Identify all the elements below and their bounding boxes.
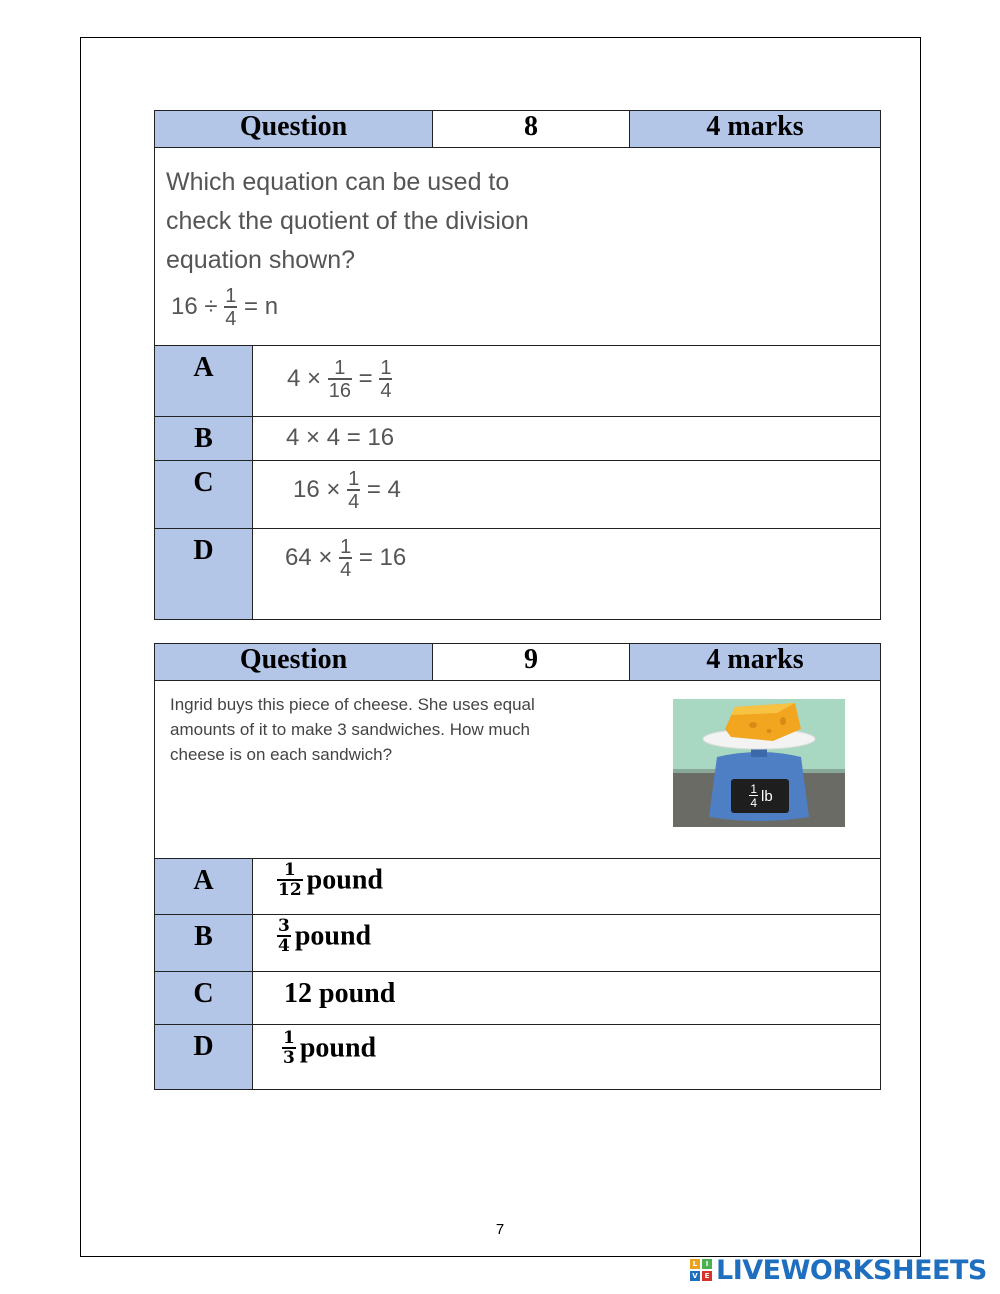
- fraction-denominator: 3: [283, 1048, 295, 1068]
- question-label: Question: [155, 644, 433, 681]
- brand-text: LIVEWORKSHEETS: [716, 1254, 987, 1286]
- fraction-denominator: 16: [328, 380, 351, 402]
- option-letter: D: [155, 1025, 253, 1090]
- option-fraction: [277, 918, 291, 955]
- option-d[interactable]: [253, 529, 881, 620]
- option-fraction: [328, 358, 352, 401]
- fraction-numerator: 1: [225, 285, 237, 307]
- fraction-denominator: 4: [340, 559, 352, 581]
- option-letter: B: [155, 417, 253, 461]
- fraction-numerator: 1: [283, 1028, 295, 1048]
- fraction-denominator: 4: [278, 936, 290, 956]
- fraction-denominator: 4: [750, 796, 757, 810]
- option-letter: A: [155, 346, 253, 417]
- fraction-numerator: 1: [380, 357, 392, 379]
- option-letter: C: [155, 972, 253, 1025]
- option-b[interactable]: [253, 417, 881, 461]
- equation-lhs: 16 ÷: [171, 292, 218, 320]
- page-number: 7: [495, 1221, 505, 1238]
- logo-letter: L: [690, 1259, 700, 1269]
- question-8-table: [154, 110, 881, 620]
- option-letter: D: [155, 529, 253, 620]
- option-unit: pound: [306, 864, 383, 896]
- logo-letter: E: [702, 1271, 712, 1281]
- option-text: 4 × 4 = 16: [286, 424, 395, 451]
- fraction-numerator: 1: [340, 536, 352, 558]
- option-letter: B: [155, 915, 253, 972]
- option-text: 16 ×: [293, 475, 341, 503]
- option-fraction: [379, 358, 392, 401]
- question-marks: 4 marks: [630, 111, 881, 148]
- logo-icon: [690, 1259, 712, 1281]
- option-text: 12 pound: [284, 978, 396, 1009]
- prompt-line: Which equation can be used to: [166, 168, 510, 196]
- fraction-numerator: 1: [334, 357, 346, 379]
- option-c[interactable]: [253, 461, 881, 529]
- question-marks: 4 marks: [630, 644, 881, 681]
- option-a[interactable]: [253, 346, 881, 417]
- scale-display: [735, 780, 787, 812]
- prompt-line: Ingrid buys this piece of cheese. She uses equal: [170, 695, 535, 714]
- option-unit: pound: [299, 1032, 377, 1064]
- liveworksheets-logo[interactable]: [690, 1253, 987, 1287]
- equation-rhs: = n: [244, 292, 279, 320]
- prompt-line: amounts of it to make 3 sandwiches. How much: [170, 720, 530, 739]
- option-letter: A: [155, 859, 253, 915]
- option-c[interactable]: [253, 972, 881, 1025]
- option-fraction: [277, 862, 303, 899]
- logo-letter: V: [690, 1271, 700, 1281]
- option-fraction: [339, 537, 352, 580]
- option-fraction: [282, 1030, 296, 1067]
- question-label: Question: [155, 111, 433, 148]
- option-text: 64 ×: [285, 543, 333, 571]
- fraction-denominator: 4: [348, 491, 360, 513]
- prompt-line: equation shown?: [166, 246, 356, 274]
- option-b[interactable]: [253, 915, 881, 972]
- option-letter: C: [155, 461, 253, 529]
- option-fraction: [347, 469, 360, 512]
- fraction-denominator: 4: [380, 380, 392, 402]
- fraction-numerator: 1: [750, 782, 757, 796]
- option-a[interactable]: [253, 859, 881, 915]
- scale-fraction: [749, 783, 758, 809]
- fraction-numerator: 1: [348, 468, 360, 490]
- option-text: = 16: [358, 543, 407, 571]
- prompt-line: check the quotient of the division: [166, 207, 529, 235]
- question-number: 8: [433, 111, 630, 148]
- question-prompt: [155, 148, 881, 346]
- equation-fraction: [224, 286, 237, 329]
- fraction-numerator: 3: [278, 916, 290, 936]
- division-equation: [166, 286, 880, 329]
- option-text: 4 ×: [287, 364, 322, 392]
- prompt-line: cheese is on each sandwich?: [170, 745, 393, 764]
- cheese-scale-image: [673, 699, 845, 827]
- question-number: 9: [433, 644, 630, 681]
- option-unit: pound: [294, 920, 372, 952]
- fraction-denominator: 4: [225, 308, 237, 330]
- scale-unit: lb: [761, 787, 773, 805]
- fraction-numerator: 1: [283, 860, 296, 880]
- option-d[interactable]: [253, 1025, 881, 1090]
- option-text: = 4: [366, 475, 401, 503]
- option-text: =: [358, 364, 373, 392]
- logo-letter: I: [702, 1259, 712, 1269]
- fraction-denominator: 12: [278, 880, 302, 900]
